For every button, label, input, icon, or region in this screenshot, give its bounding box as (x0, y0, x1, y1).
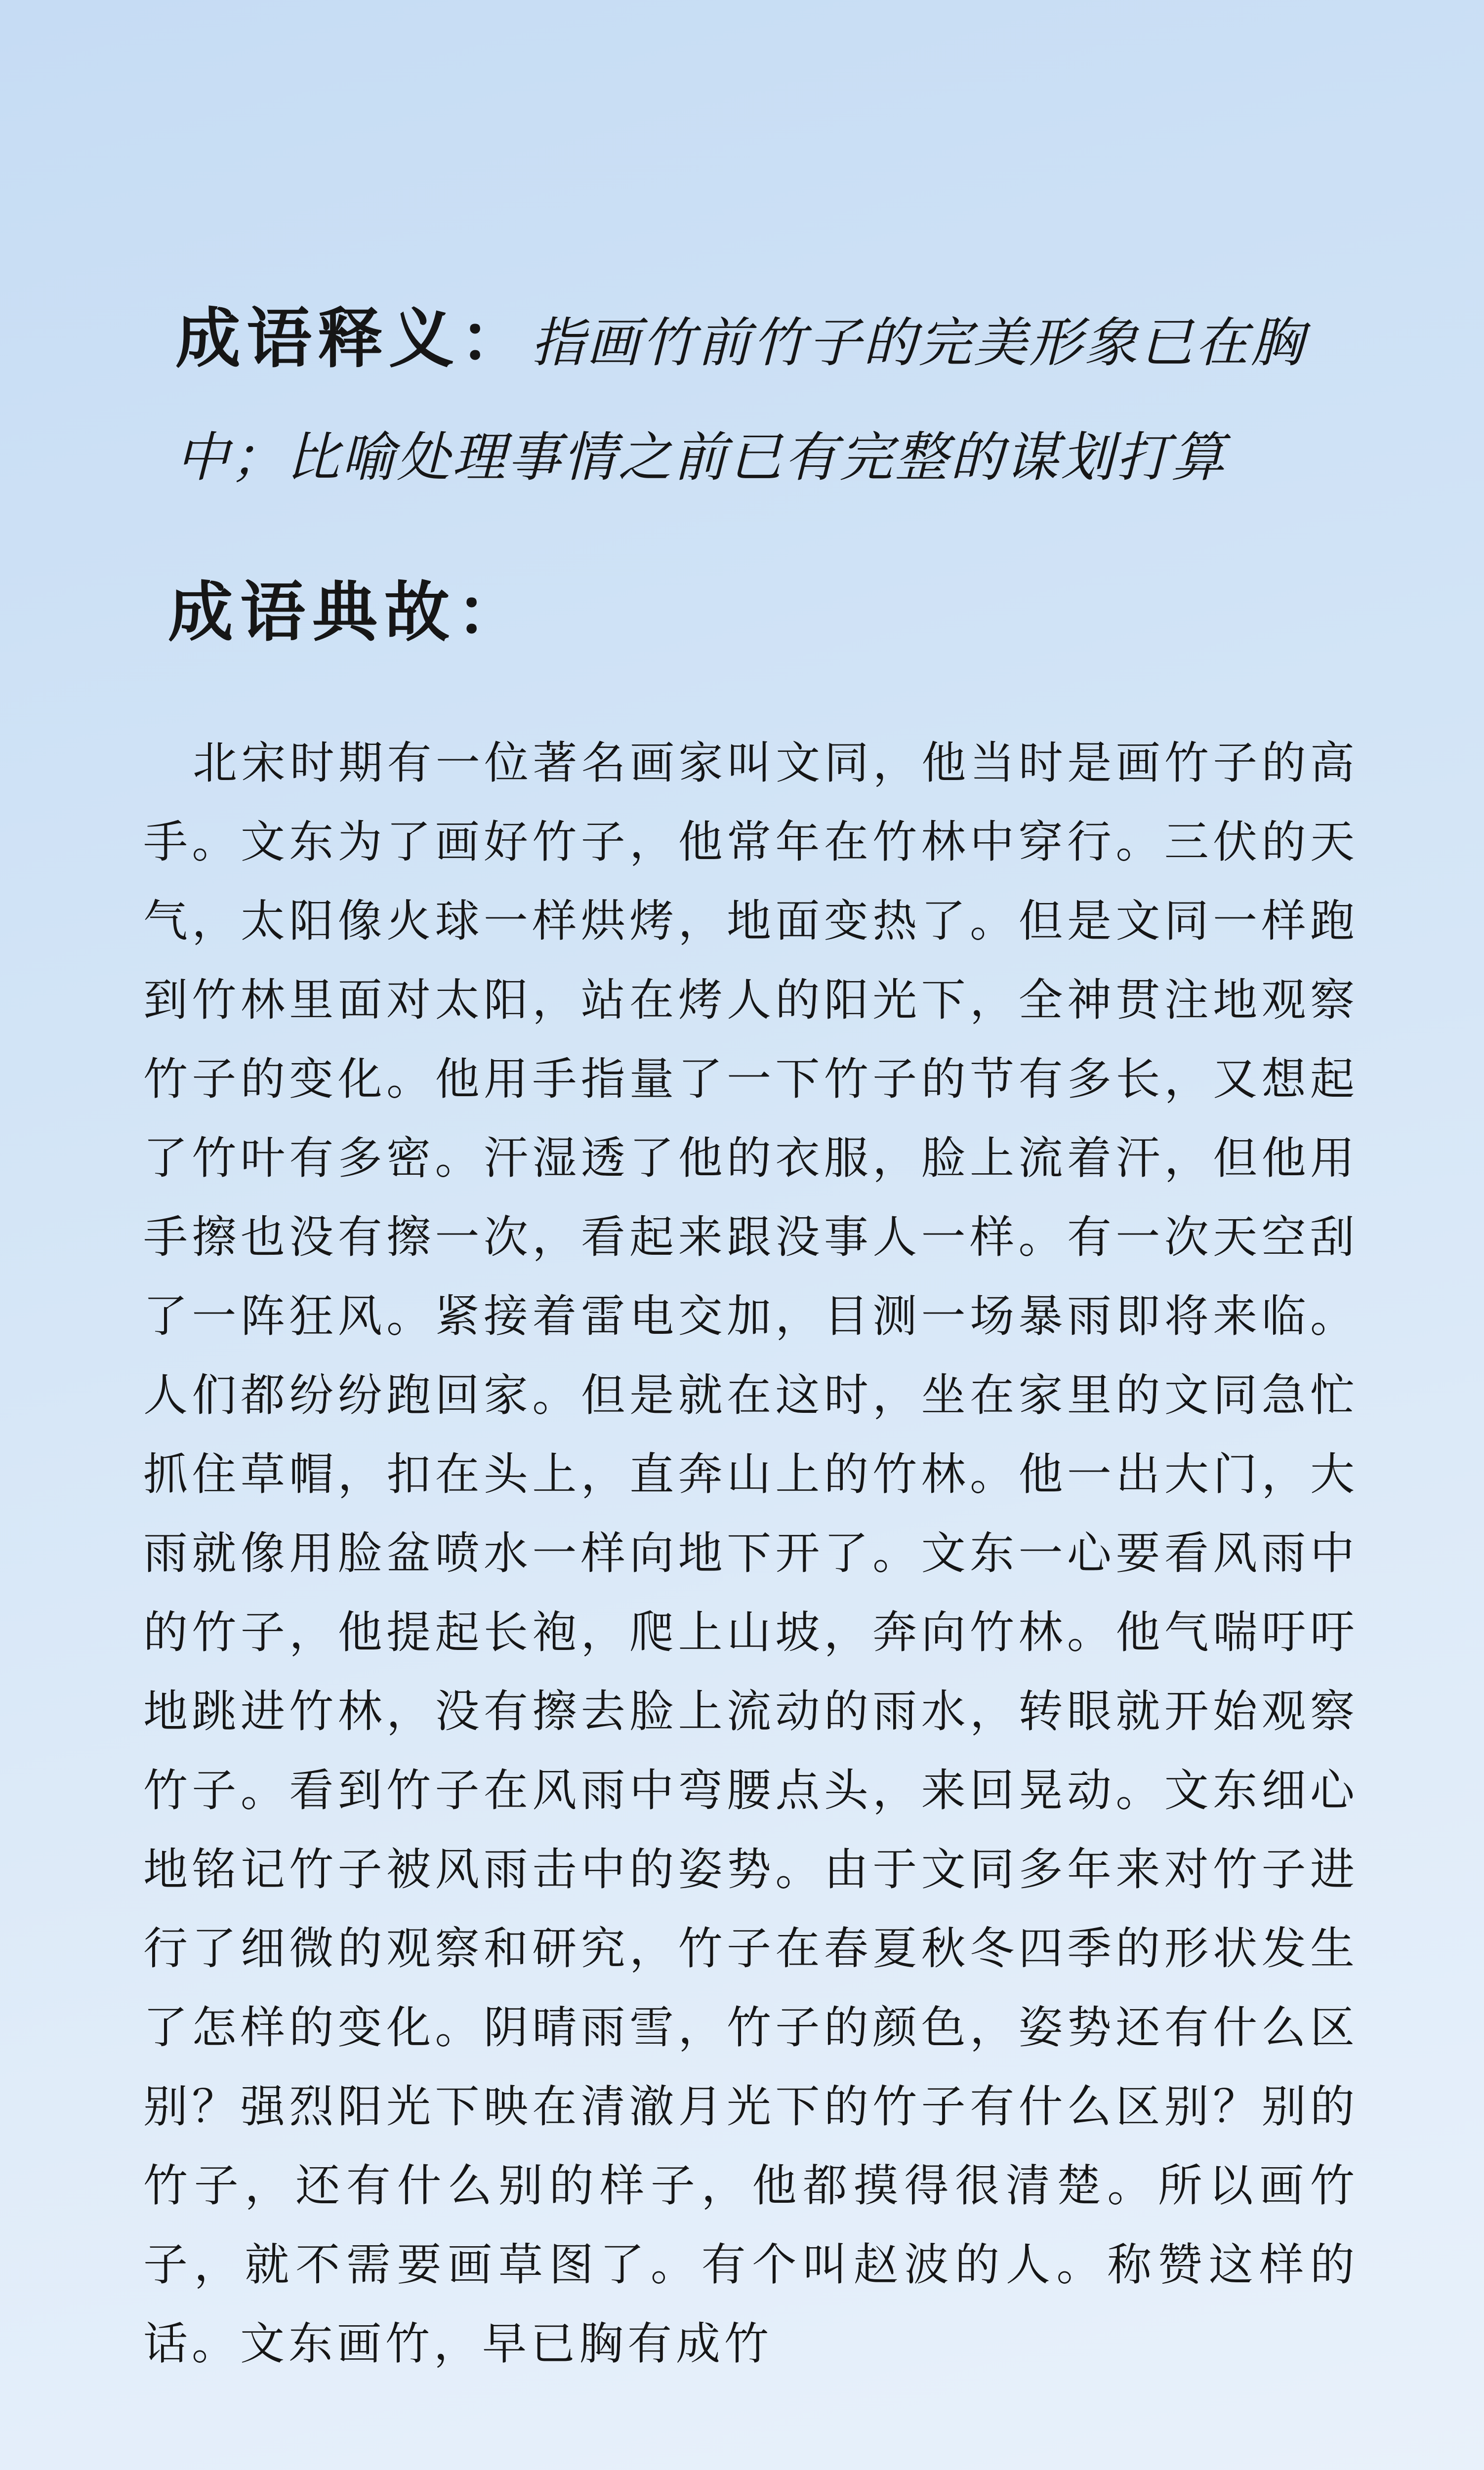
story-heading: 成语典故： (168, 574, 529, 651)
story-body: 北宋时期有一位著名画家叫文同，他当时是画竹子的高手。文东为了画好竹子，他常年在竹林中穿行。三伏的天气，太阳像火球一样烘烤，地面变热了。但是文同一样跑到竹林里面对太阳，站在烤人的阳光下，全神贯注地观察竹子的变化。他用手指量了一下竹子的节有多长，又想起了竹叶有多密。汗湿透了他的衣服，脸上流着汗，但他用手擦也没有擦一次，看起来跟没事人一样。有一次天空刮了一阵狂风。紧接着雷电交加，目测一场暴雨即将来临。人们都纷纷跑回家。但是就在这时，坐在家里的文同急忙抓住草帽，扣在头上，直奔山上的竹林。他一出大门，大雨就像用脸盆喷水一样向地下开了。文东一心要看风雨中的竹子，他提起长袍，爬上山坡，奔向竹林。他气喘吁吁地跳进竹林，没有擦去脸上流动的雨水，转眼就开始观察竹子。看到竹子在风雨中弯腰点头，来回晃动。文东细心地铭记竹子被风雨击中的姿势。由于文同多年来对竹子进行了细微的观察和研究，竹子在春夏秋冬四季的形状发生了怎样的变化。阴晴雨雪，竹子的颜色，姿势还有什么区别？强烈阳光下映在清澈月光下的竹子有什么区别？别的竹子，还有什么别的样子，他都摸得很清楚。所以画竹子，就不需要画草图了。有个叫赵波的人。称赞这样的话。文东画竹，早已胸有成竹 (143, 737, 1359, 2370)
idiom-definition (175, 282, 1381, 515)
definition-label: 成语释义： (175, 300, 531, 377)
definition-text: 指画竹前竹子的完美形象已在胸中；比喻处理事情之前已有完整的谋划打算 (175, 312, 1306, 489)
